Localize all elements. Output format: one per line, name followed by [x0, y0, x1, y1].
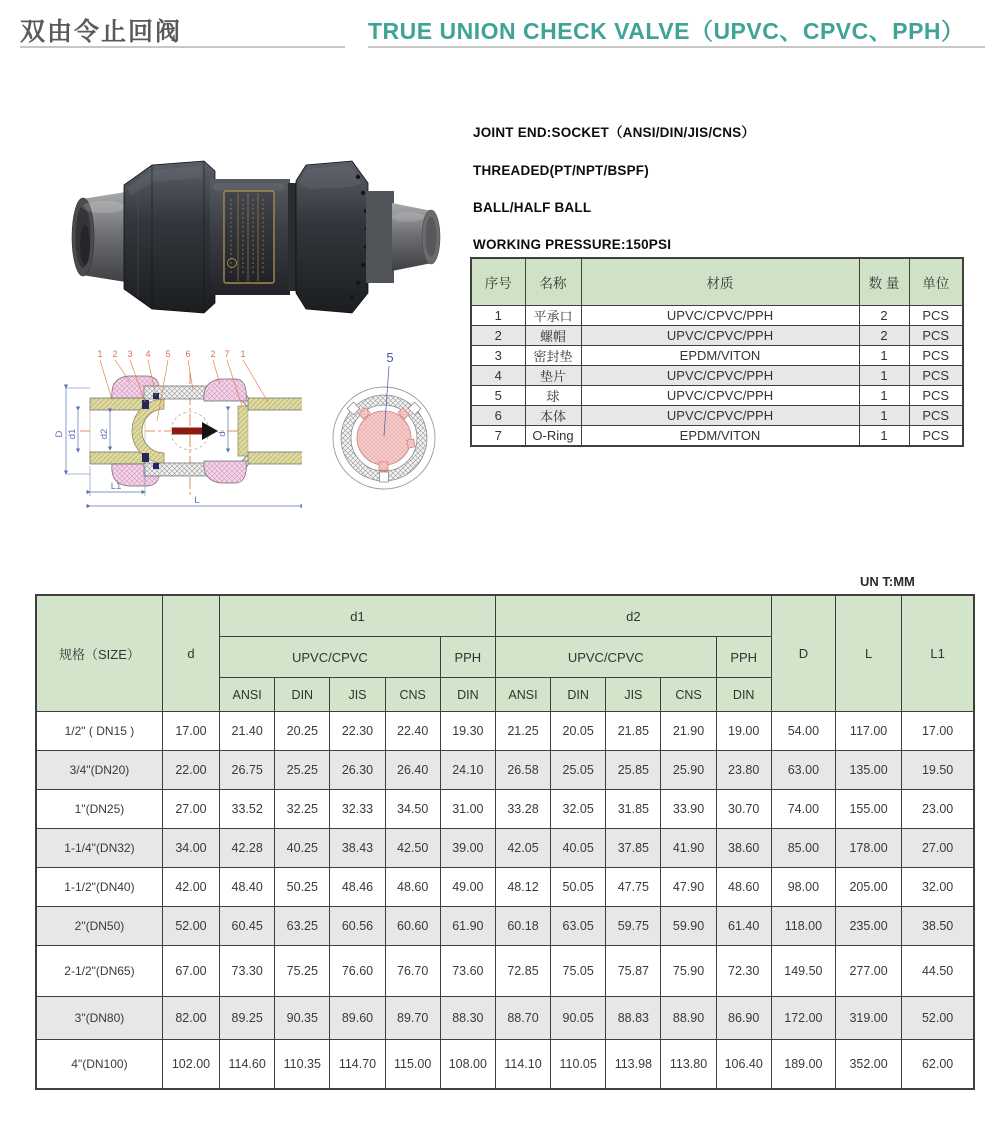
dimension-cell: 50.25	[275, 868, 330, 907]
valve-right-union-nut	[296, 161, 369, 313]
dimension-cell: 2-1/2"(DN65)	[36, 946, 162, 997]
dim-header-std: CNS	[661, 678, 716, 712]
dimension-cell: 27.00	[902, 829, 974, 868]
parts-row	[471, 306, 963, 326]
dimension-cell: 1-1/2"(DN40)	[36, 868, 162, 907]
dimension-cell: 42.50	[385, 829, 440, 868]
parts-cell: 2	[471, 326, 525, 346]
dimension-cell: 115.00	[385, 1040, 440, 1089]
parts-cell: 1	[859, 426, 909, 447]
dimension-cell: 113.80	[661, 1040, 716, 1089]
dimension-cell: 88.70	[495, 997, 550, 1040]
ball-callout-number: 5	[386, 350, 394, 365]
dimension-cell: 4"(DN100)	[36, 1040, 162, 1089]
callout-3: 3	[127, 349, 133, 359]
dimension-cell: 48.60	[385, 868, 440, 907]
dimension-cell: 114.70	[330, 1040, 385, 1089]
dimension-cell: 42.00	[162, 868, 219, 907]
dim-header-d1: d1	[220, 595, 496, 637]
dim-label-D: D	[54, 430, 65, 438]
dimension-cell: 59.90	[661, 907, 716, 946]
spec-line: WORKING PRESSURE:150PSI	[473, 237, 672, 252]
parts-table-body	[471, 306, 963, 447]
parts-cell: 5	[471, 386, 525, 406]
dimension-cell: 31.00	[440, 790, 495, 829]
flow-arrow	[172, 422, 218, 440]
dim-header-d: d	[162, 595, 219, 712]
dimension-cell: 38.60	[716, 829, 771, 868]
dimension-cell: 50.05	[551, 868, 606, 907]
parts-cell: 1	[859, 406, 909, 426]
dimension-row	[36, 997, 974, 1040]
parts-cell: PCS	[909, 426, 963, 447]
dimension-cell: 44.50	[902, 946, 974, 997]
dimension-cell: 205.00	[835, 868, 901, 907]
page-title-chinese: 双由令止回阀	[20, 18, 183, 46]
dimension-cell: 1/2" ( DN15 )	[36, 712, 162, 751]
dim-header-pph-d2: PPH	[716, 637, 771, 678]
dimension-cell: 75.25	[275, 946, 330, 997]
dim-header-std: DIN	[275, 678, 330, 712]
dimension-cell: 102.00	[162, 1040, 219, 1089]
valve-right-socket	[366, 191, 440, 283]
dim-label-d1: d1	[67, 428, 78, 440]
parts-cell: 1	[859, 346, 909, 366]
parts-cell: 1	[859, 366, 909, 386]
dimension-cell: 47.75	[606, 868, 661, 907]
dimension-cell: 189.00	[771, 1040, 835, 1089]
parts-cell: O-Ring	[525, 426, 581, 447]
dimension-cell: 73.30	[220, 946, 275, 997]
callout-1: 1	[97, 349, 103, 359]
dimension-cell: 26.40	[385, 751, 440, 790]
dimension-cell: 61.40	[716, 907, 771, 946]
dimension-cell: 73.60	[440, 946, 495, 997]
parts-cell: 1	[471, 306, 525, 326]
callout-5: 5	[165, 349, 171, 359]
parts-cell: 7	[471, 426, 525, 447]
dimension-row	[36, 712, 974, 751]
callout-1b: 1	[240, 349, 246, 359]
dimension-cell: 88.30	[440, 997, 495, 1040]
valve-left-socket	[72, 191, 132, 283]
dimension-table	[35, 594, 975, 1090]
dimension-cell: 20.25	[275, 712, 330, 751]
dimension-cell: 48.60	[716, 868, 771, 907]
parts-header-unit: 单位	[909, 258, 963, 306]
dimension-cell: 32.05	[551, 790, 606, 829]
dimension-cell: 60.56	[330, 907, 385, 946]
parts-row	[471, 326, 963, 346]
dimension-cell: 30.70	[716, 790, 771, 829]
dimension-cell: 135.00	[835, 751, 901, 790]
dimension-cell: 40.05	[551, 829, 606, 868]
dimension-cell: 1-1/4"(DN32)	[36, 829, 162, 868]
parts-cell: 密封垫	[525, 346, 581, 366]
dimension-cell: 19.30	[440, 712, 495, 751]
parts-cell: UPVC/CPVC/PPH	[581, 326, 859, 346]
parts-cell: EPDM/VITON	[581, 346, 859, 366]
dimension-cell: 82.00	[162, 997, 219, 1040]
callout-2b: 2	[210, 349, 216, 359]
dimension-cell: 25.85	[606, 751, 661, 790]
dimension-cell: 33.52	[220, 790, 275, 829]
parts-cell: EPDM/VITON	[581, 426, 859, 447]
dimension-cell: 75.05	[551, 946, 606, 997]
parts-cell: PCS	[909, 346, 963, 366]
dimension-cell: 32.33	[330, 790, 385, 829]
dim-header-L: L	[835, 595, 901, 712]
parts-row	[471, 346, 963, 366]
dimension-cell: 118.00	[771, 907, 835, 946]
dimension-cell: 23.00	[902, 790, 974, 829]
dimension-cell: 63.25	[275, 907, 330, 946]
unit-note: UN T:MM	[860, 574, 915, 589]
dimension-cell: 22.30	[330, 712, 385, 751]
dimension-cell: 72.30	[716, 946, 771, 997]
dimension-cell: 2"(DN50)	[36, 907, 162, 946]
dimension-cell: 48.12	[495, 868, 550, 907]
product-photo	[52, 125, 442, 350]
dimension-cell: 32.00	[902, 868, 974, 907]
dimension-row	[36, 790, 974, 829]
parts-row	[471, 426, 963, 447]
dimension-cell: 32.25	[275, 790, 330, 829]
dimension-cell: 277.00	[835, 946, 901, 997]
dimension-cell: 31.85	[606, 790, 661, 829]
dim-header-pph-d1: PPH	[440, 637, 495, 678]
dimension-cell: 76.60	[330, 946, 385, 997]
spec-line: BALL/HALF BALL	[473, 200, 592, 215]
callout-numbers	[97, 349, 245, 359]
dimension-cell: 38.43	[330, 829, 385, 868]
dimension-cell: 63.05	[551, 907, 606, 946]
callout-2: 2	[112, 349, 118, 359]
dimension-cell: 26.58	[495, 751, 550, 790]
dimension-cell: 114.10	[495, 1040, 550, 1089]
dim-label-L1: L1	[110, 481, 122, 492]
page-title-english: TRUE UNION CHECK VALVE（UPVC、CPVC、PPH）	[368, 18, 965, 44]
valve-left-union-nut	[124, 161, 215, 313]
dimension-cell: 1"(DN25)	[36, 790, 162, 829]
dimension-cell: 25.05	[551, 751, 606, 790]
parts-cell: 3	[471, 346, 525, 366]
dimension-cell: 89.25	[220, 997, 275, 1040]
dimension-cell: 89.60	[330, 997, 385, 1040]
dimension-cell: 85.00	[771, 829, 835, 868]
dim-header-upvc-cpvc-d1: UPVC/CPVC	[220, 637, 441, 678]
dimension-cell: 47.90	[661, 868, 716, 907]
dimension-cell: 76.70	[385, 946, 440, 997]
parts-table	[470, 257, 964, 447]
dim-label-d2: d2	[99, 428, 110, 440]
dimension-cell: 86.90	[716, 997, 771, 1040]
dimension-cell: 20.05	[551, 712, 606, 751]
dimension-cell: 39.00	[440, 829, 495, 868]
title-underline-right	[368, 46, 985, 48]
parts-row	[471, 406, 963, 426]
dimension-cell: 41.90	[661, 829, 716, 868]
parts-cell: PCS	[909, 406, 963, 426]
parts-cell: 4	[471, 366, 525, 386]
spec-line: THREADED(PT/NPT/BSPF)	[473, 163, 649, 178]
callout-7: 7	[224, 349, 230, 359]
dimension-cell: 178.00	[835, 829, 901, 868]
dimension-cell: 172.00	[771, 997, 835, 1040]
dim-label-d: d	[217, 431, 228, 437]
dimension-row	[36, 946, 974, 997]
dimension-cell: 60.18	[495, 907, 550, 946]
dim-header-std: CNS	[385, 678, 440, 712]
dimension-cell: 22.40	[385, 712, 440, 751]
dimension-cell: 42.05	[495, 829, 550, 868]
parts-cell: UPVC/CPVC/PPH	[581, 386, 859, 406]
dim-header-std: DIN	[716, 678, 771, 712]
dimension-row	[36, 751, 974, 790]
dimension-cell: 74.00	[771, 790, 835, 829]
valve-center-body	[210, 179, 298, 295]
dim-header-std: DIN	[440, 678, 495, 712]
dimension-cell: 117.00	[835, 712, 901, 751]
dimension-cell: 90.05	[551, 997, 606, 1040]
dimension-cell: 110.35	[275, 1040, 330, 1089]
dimension-cell: 89.70	[385, 997, 440, 1040]
dimension-cell: 88.83	[606, 997, 661, 1040]
dimension-cell: 52.00	[162, 907, 219, 946]
dimension-cell: 63.00	[771, 751, 835, 790]
dim-header-upvc-cpvc-d2: UPVC/CPVC	[495, 637, 716, 678]
valve-gold-label	[224, 191, 274, 283]
dimension-cell: 17.00	[902, 712, 974, 751]
dimension-cell: 75.87	[606, 946, 661, 997]
dimension-cell: 19.50	[902, 751, 974, 790]
dimension-cell: 19.00	[716, 712, 771, 751]
dimension-cell: 110.05	[551, 1040, 606, 1089]
dim-header-std: ANSI	[220, 678, 275, 712]
parts-header-material: 材质	[581, 258, 859, 306]
dimension-cell: 61.90	[440, 907, 495, 946]
parts-cell: 螺帽	[525, 326, 581, 346]
dim-header-std: ANSI	[495, 678, 550, 712]
dimension-cell: 49.00	[440, 868, 495, 907]
title-underline-left	[20, 46, 345, 48]
ball-view-drawing	[318, 348, 453, 506]
dimension-cell: 37.85	[606, 829, 661, 868]
dimension-cell: 54.00	[771, 712, 835, 751]
dimension-cell: 38.50	[902, 907, 974, 946]
dimension-table-body	[36, 712, 974, 1089]
dimension-cell: 25.25	[275, 751, 330, 790]
parts-cell: UPVC/CPVC/PPH	[581, 366, 859, 386]
dimension-cell: 48.40	[220, 868, 275, 907]
dimension-cell: 319.00	[835, 997, 901, 1040]
dimension-cell: 108.00	[440, 1040, 495, 1089]
callout-6: 6	[185, 349, 191, 359]
dimension-row	[36, 907, 974, 946]
dimension-cell: 3"(DN80)	[36, 997, 162, 1040]
dimension-cell: 113.98	[606, 1040, 661, 1089]
dimension-row	[36, 829, 974, 868]
dim-header-D: D	[771, 595, 835, 712]
dimension-cell: 106.40	[716, 1040, 771, 1089]
parts-cell: 6	[471, 406, 525, 426]
parts-cell: 1	[859, 386, 909, 406]
dimension-cell: 21.85	[606, 712, 661, 751]
dim-header-std: DIN	[551, 678, 606, 712]
dimension-cell: 23.80	[716, 751, 771, 790]
dimension-cell: 98.00	[771, 868, 835, 907]
dimension-cell: 88.90	[661, 997, 716, 1040]
dimension-cell: 62.00	[902, 1040, 974, 1089]
parts-header-qty: 数 量	[859, 258, 909, 306]
dimension-cell: 21.40	[220, 712, 275, 751]
dimension-row	[36, 868, 974, 907]
dimension-cell: 17.00	[162, 712, 219, 751]
parts-cell: UPVC/CPVC/PPH	[581, 306, 859, 326]
dimension-cell: 21.90	[661, 712, 716, 751]
dimension-cell: 67.00	[162, 946, 219, 997]
dimension-cell: 114.60	[220, 1040, 275, 1089]
parts-cell: PCS	[909, 306, 963, 326]
parts-cell: UPVC/CPVC/PPH	[581, 406, 859, 426]
parts-row	[471, 386, 963, 406]
dimension-cell: 60.45	[220, 907, 275, 946]
dim-header-size: 规格（SIZE）	[36, 595, 162, 712]
dimension-cell: 149.50	[771, 946, 835, 997]
dimension-cell: 33.90	[661, 790, 716, 829]
spec-line: JOINT END:SOCKET（ANSI/DIN/JIS/CNS）	[473, 125, 756, 140]
dim-label-L: L	[194, 495, 200, 506]
dim-header-d2: d2	[495, 595, 771, 637]
dimension-cell: 33.28	[495, 790, 550, 829]
parts-cell: 平承口	[525, 306, 581, 326]
dimension-cell: 22.00	[162, 751, 219, 790]
dimension-cell: 42.28	[220, 829, 275, 868]
dimension-cell: 60.60	[385, 907, 440, 946]
cross-section-drawing	[52, 346, 302, 521]
dimension-cell: 3/4"(DN20)	[36, 751, 162, 790]
dimension-cell: 235.00	[835, 907, 901, 946]
parts-cell: PCS	[909, 326, 963, 346]
dimension-cell: 48.46	[330, 868, 385, 907]
callout-4: 4	[145, 349, 151, 359]
dimension-cell: 90.35	[275, 997, 330, 1040]
dim-header-L1: L1	[902, 595, 974, 712]
dimension-cell: 26.75	[220, 751, 275, 790]
dimension-cell: 59.75	[606, 907, 661, 946]
dimension-cell: 21.25	[495, 712, 550, 751]
spec-list	[473, 121, 755, 274]
dimension-cell: 25.90	[661, 751, 716, 790]
parts-cell: 本体	[525, 406, 581, 426]
dimension-cell: 27.00	[162, 790, 219, 829]
parts-cell: 球	[525, 386, 581, 406]
dimension-cell: 72.85	[495, 946, 550, 997]
dimension-cell: 34.00	[162, 829, 219, 868]
dimension-row	[36, 1040, 974, 1089]
parts-cell: 2	[859, 326, 909, 346]
parts-cell: 垫片	[525, 366, 581, 386]
dimension-cell: 52.00	[902, 997, 974, 1040]
dimension-cell: 26.30	[330, 751, 385, 790]
parts-header-name: 名称	[525, 258, 581, 306]
dimension-cell: 34.50	[385, 790, 440, 829]
parts-row	[471, 366, 963, 386]
parts-cell: PCS	[909, 386, 963, 406]
parts-cell: PCS	[909, 366, 963, 386]
dimension-cell: 352.00	[835, 1040, 901, 1089]
dim-header-std: JIS	[606, 678, 661, 712]
dim-header-std: JIS	[330, 678, 385, 712]
parts-header-index: 序号	[471, 258, 525, 306]
dimension-cell: 75.90	[661, 946, 716, 997]
dimension-cell: 40.25	[275, 829, 330, 868]
dimension-cell: 155.00	[835, 790, 901, 829]
dimension-cell: 24.10	[440, 751, 495, 790]
parts-cell: 2	[859, 306, 909, 326]
